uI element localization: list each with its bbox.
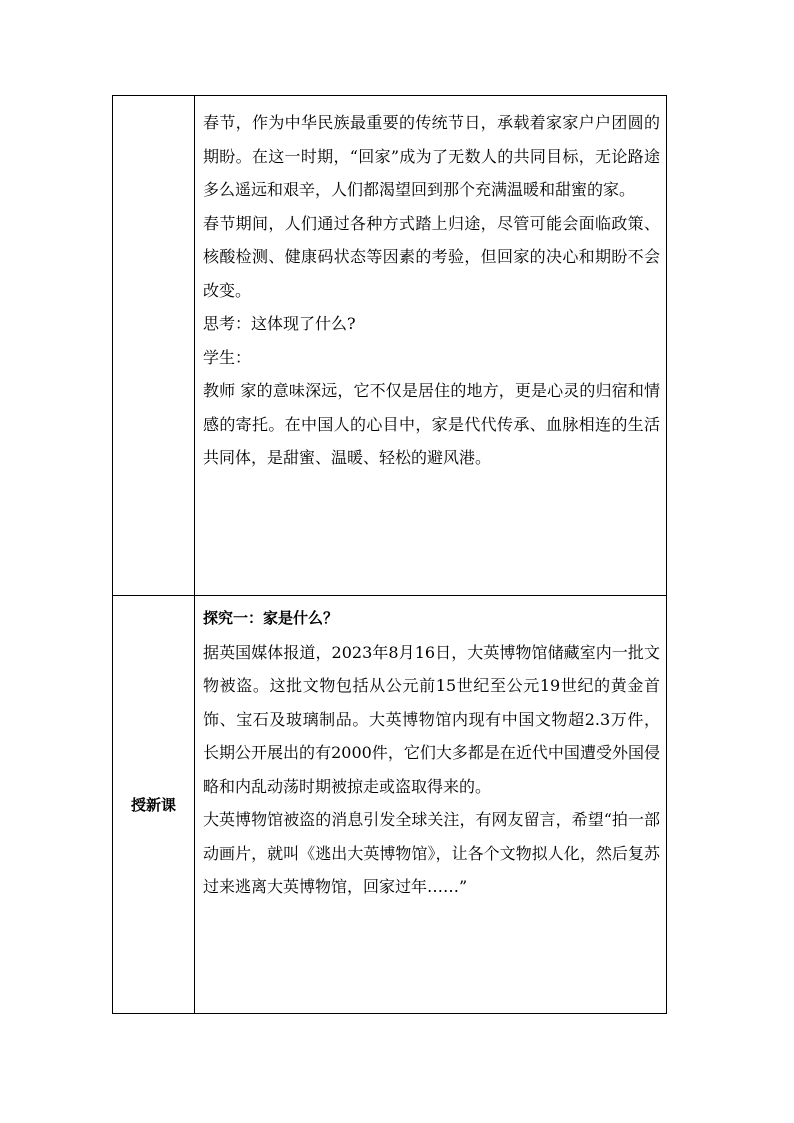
section-heading: 探究一：家是什么？ <box>203 609 339 627</box>
row-content-cell <box>195 96 667 596</box>
content-block <box>195 96 666 475</box>
paragraph: 教师 家的意味深远，它不仅是居住的地方，更是心灵的归宿和情感的寄托。在中国人的心目中，家是代代传承、血脉相连的生活共同体，是甜蜜、温暖、轻松的避风港。 <box>203 381 660 467</box>
paragraph: 学生： <box>203 347 252 367</box>
paragraph: 据英国媒体报道，2023年8月16日，大英博物馆储藏室内一批文物被盗。这批文物包括从公元前15世纪至公元19世纪的黄金首饰、宝石及玻璃制品。大英博物馆内现有中国文物超2.3万件，长期公开展出的有2000件，它们大多都是在近代中国遭受外国侵略和内乱动荡时期被掠走或盗取得来的。 <box>203 642 660 796</box>
content-block <box>195 596 666 904</box>
paragraph: 大英博物馆被盗的消息引发全球关注，有网友留言，希望“拍一部动画片，就叫《逃出大英博物馆》，让各个文物拟人化，然后复苏过来逃离大英博物馆，回家过年……” <box>203 810 660 896</box>
paragraph: 春节期间，人们通过各种方式踏上归途，尽管可能会面临政策、核酸检测、健康码状态等因素的考验，但回家的决心和期盼不会改变。 <box>203 213 660 300</box>
paragraph: 思考：这体现了什么? <box>203 314 356 333</box>
table-row <box>113 96 667 596</box>
row-label-new-lesson: 授新课 <box>113 596 195 1014</box>
row-label-cell <box>113 96 195 596</box>
lesson-plan-table <box>112 95 667 1014</box>
paragraph: 春节，作为中华民族最重要的传统节日，承载着家家户户团圆的期盼。在这一时期，“回家”成为了无数人的共同目标，无论路途多么遥远和艰辛，人们都渴望回到那个充满温暖和甜蜜的家。 <box>203 113 660 199</box>
row-content-cell <box>195 596 667 1014</box>
table-row <box>113 596 667 1014</box>
